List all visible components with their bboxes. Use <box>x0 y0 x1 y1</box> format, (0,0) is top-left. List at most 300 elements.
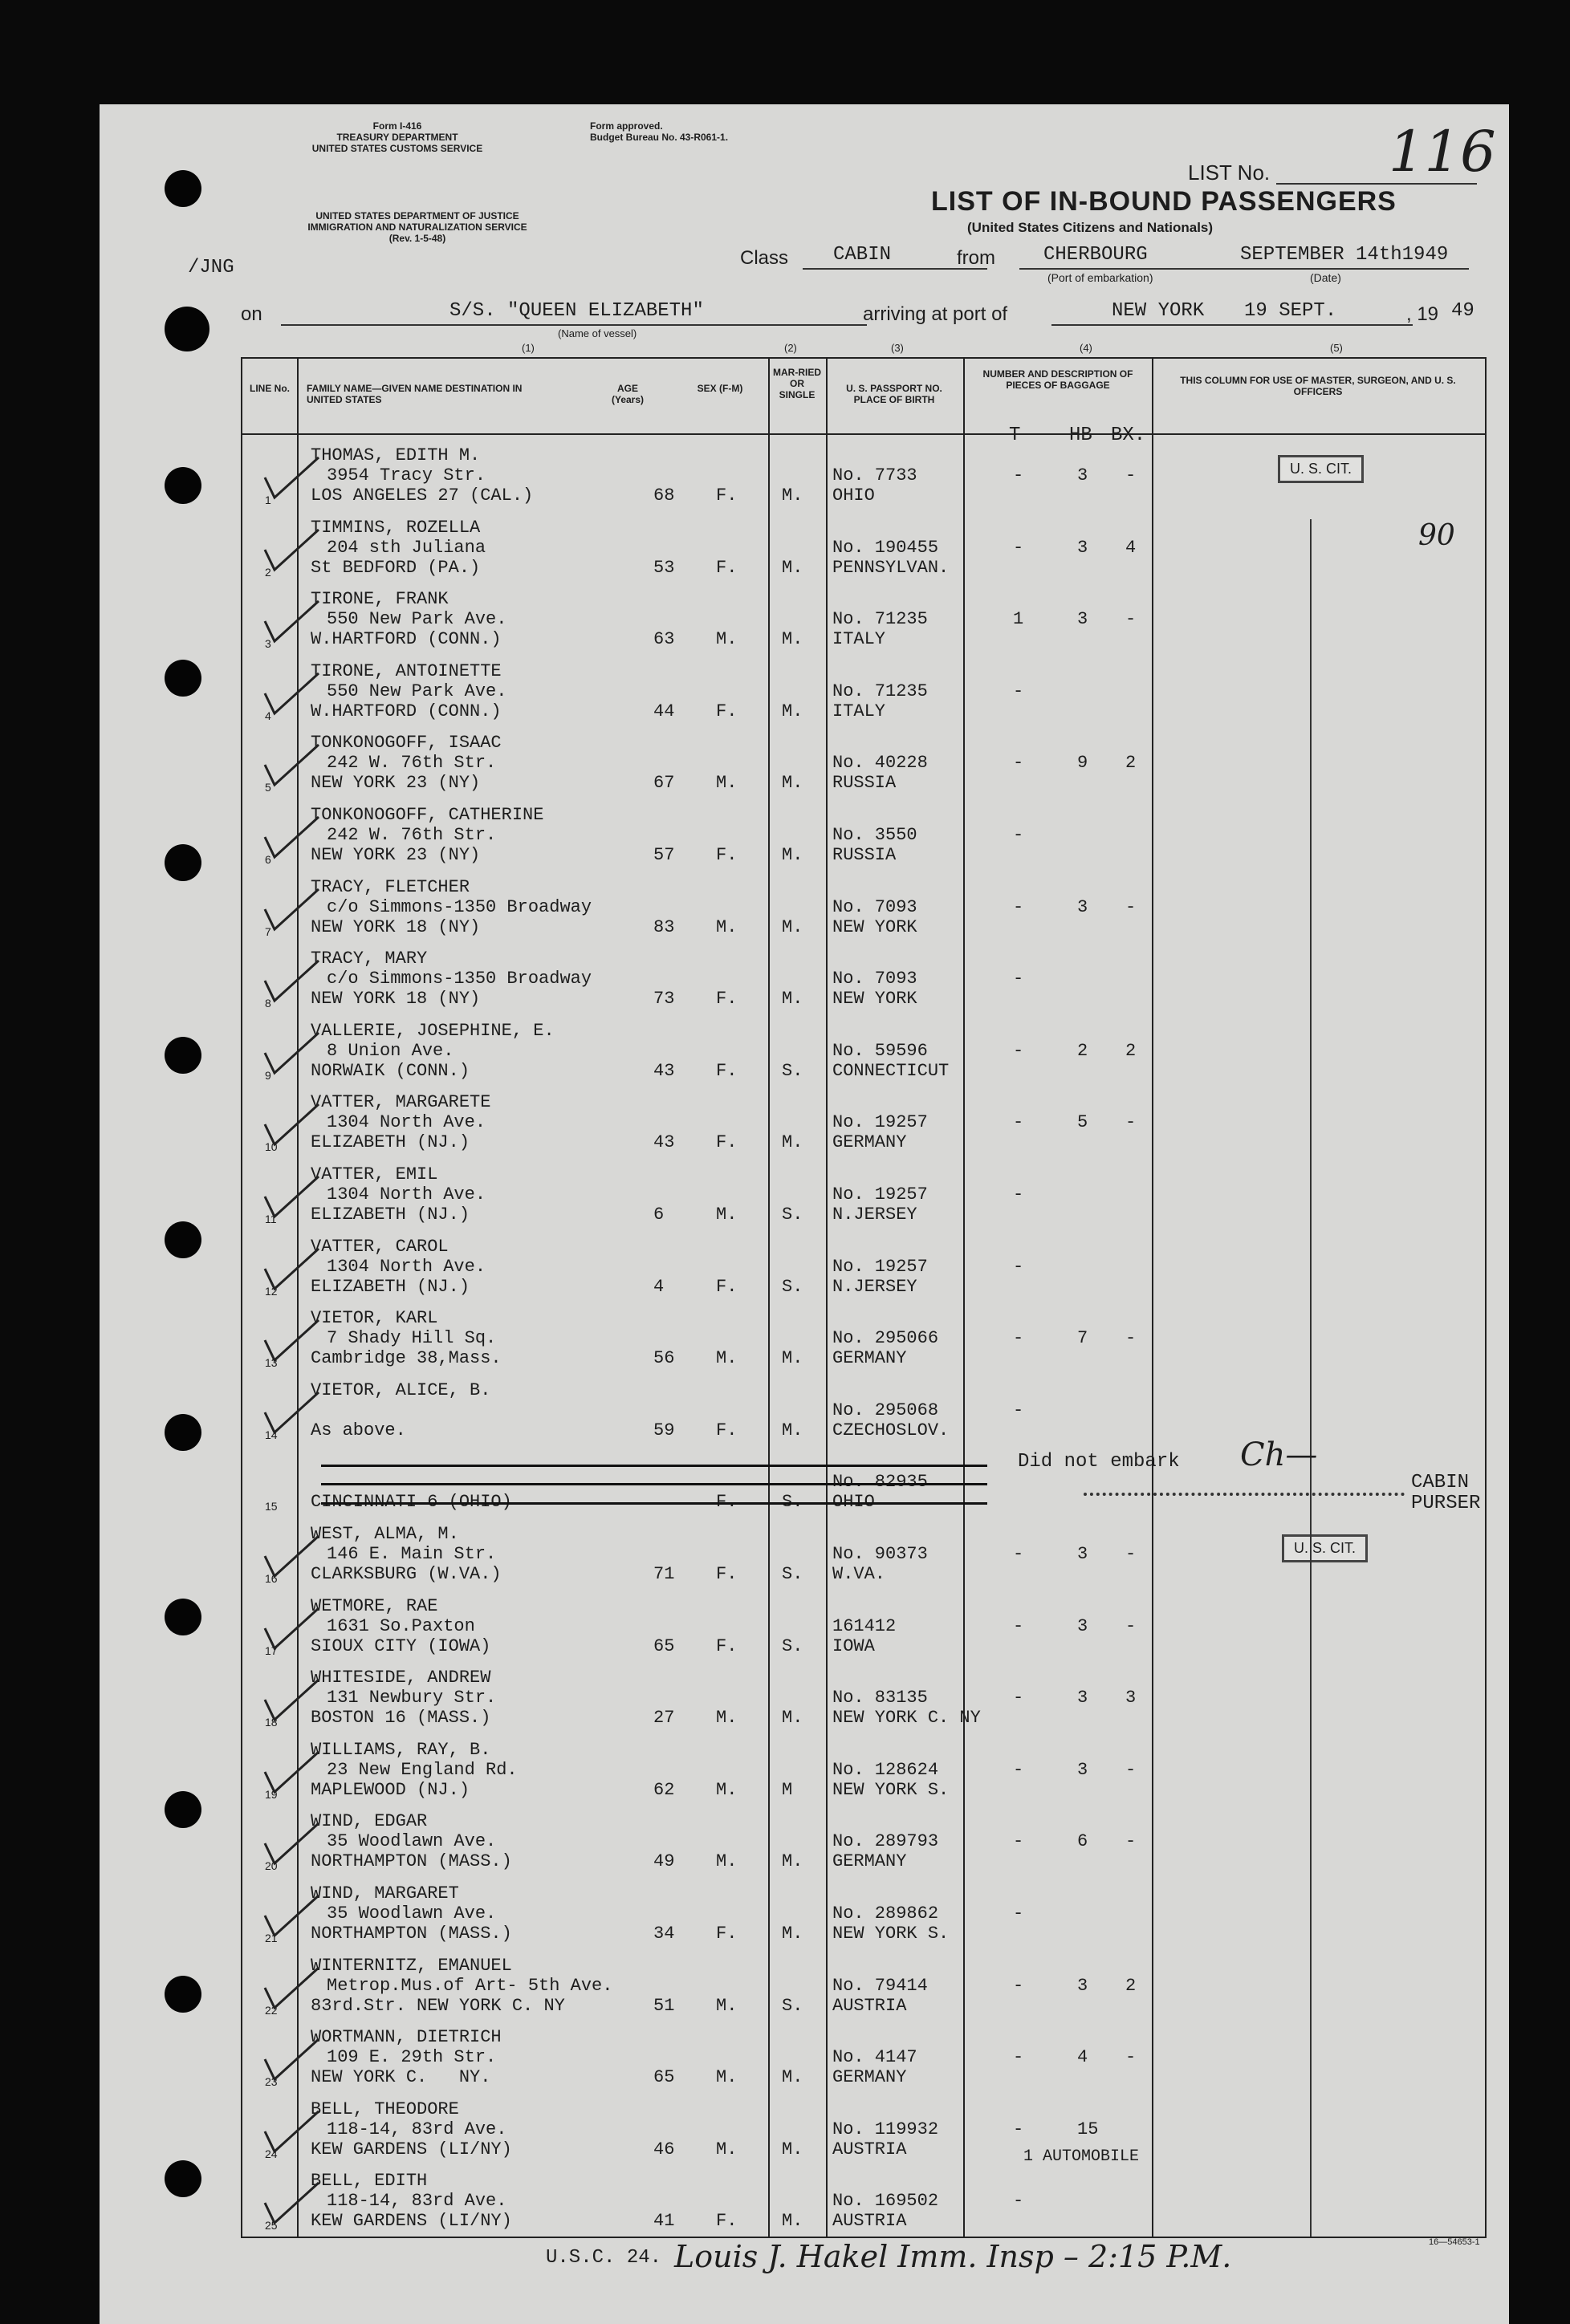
marital-status: M. <box>782 2211 803 2232</box>
baggage-boxes: - <box>1125 896 1137 917</box>
baggage-trunks: - <box>1013 1831 1024 1852</box>
place-of-birth: AUSTRIA <box>832 2139 907 2159</box>
address-line-2: KEW GARDENS (LI/NY) <box>311 2211 512 2232</box>
did-not-embark-note: Did not embark <box>1018 1451 1180 1473</box>
address-line-2: KEW GARDENS (LI/NY) <box>311 2139 512 2159</box>
passenger-row <box>242 1156 1485 1229</box>
place-of-birth: AUSTRIA <box>832 2211 907 2232</box>
line-number: 3 <box>265 637 271 651</box>
address-line-1: 204 sth Juliana <box>327 537 486 558</box>
passenger-name: VIETOR, KARL <box>311 1308 438 1329</box>
passport-number: No. 7093 <box>832 969 917 989</box>
address-line-1: 3954 Tracy Str. <box>327 465 486 486</box>
address-line-2: CLARKSBURG (W.VA.) <box>311 1564 502 1584</box>
baggage-trunks: - <box>1013 1688 1024 1708</box>
check-mark-icon <box>258 2179 323 2227</box>
check-mark-icon <box>258 2035 323 2083</box>
line-number: 13 <box>265 1356 278 1370</box>
line-number: 12 <box>265 1284 278 1298</box>
passenger-name: TRACY, FLETCHER <box>311 876 470 897</box>
cancelled-entry-strike <box>321 1465 987 1467</box>
punch-hole <box>165 660 201 697</box>
punch-hole <box>165 1976 201 2013</box>
address-line-1: 131 Newbury Str. <box>327 1688 497 1708</box>
address-line-2: ELIZABETH (NJ.) <box>311 1205 470 1225</box>
col-line-no: LINE No. <box>250 383 290 394</box>
marital-status: M. <box>782 629 803 650</box>
passenger-row <box>242 1229 1485 1301</box>
punch-hole <box>165 2160 201 2197</box>
baggage-hand: 3 <box>1077 609 1088 630</box>
passenger-class: CABIN <box>833 244 892 266</box>
baggage-boxes: - <box>1125 2047 1137 2068</box>
check-mark-icon <box>258 1316 323 1364</box>
list-number: 116 <box>1389 119 1496 185</box>
place-of-birth: RUSSIA <box>832 845 897 865</box>
passenger-name: TRACY, MARY <box>311 949 428 969</box>
baggage-hand: 6 <box>1077 1831 1088 1852</box>
check-mark-icon <box>258 1532 323 1580</box>
passenger-name: TONKONOGOFF, ISAAC <box>311 733 502 754</box>
check-mark-icon <box>258 1964 323 2012</box>
passenger-name: WINTERNITZ, EMANUEL <box>311 1955 512 1976</box>
age: 59 <box>653 1420 675 1440</box>
place-of-birth: CONNECTICUT <box>832 1060 950 1081</box>
passenger-name: WORTMANN, DIETRICH <box>311 2027 502 2048</box>
passenger-name: TIMMINS, ROZELLA <box>311 517 481 538</box>
place-of-birth: GERMANY <box>832 1348 907 1369</box>
baggage-boxes: - <box>1125 1328 1137 1349</box>
address-line-2: 83rd.Str. NEW YORK C. NY <box>311 1995 565 2016</box>
address-line-1: 1631 So.Paxton <box>327 1615 475 1636</box>
line-number: 20 <box>265 1859 278 1873</box>
marital-status: M. <box>782 1420 803 1440</box>
punch-hole <box>165 844 201 881</box>
age: 65 <box>653 2067 675 2088</box>
baggage-trunks: - <box>1013 1400 1024 1420</box>
col-baggage: NUMBER AND DESCRIPTION OF PIECES OF BAGGAGE <box>982 368 1133 391</box>
passport-number: No. 40228 <box>832 753 928 774</box>
sex: F. <box>716 989 738 1010</box>
baggage-trunks: - <box>1013 465 1024 486</box>
passenger-name: VALLERIE, JOSEPHINE, E. <box>311 1020 555 1041</box>
passenger-row <box>242 1732 1485 1804</box>
baggage-hand: 3 <box>1077 1615 1088 1636</box>
marital-status: M <box>782 1779 793 1800</box>
punch-hole <box>165 307 209 351</box>
passport-number: No. 4147 <box>832 2047 917 2068</box>
baggage-trunks: - <box>1013 2119 1024 2139</box>
address-line-2: ELIZABETH (NJ.) <box>311 1276 470 1297</box>
sex: F. <box>716 1924 738 1944</box>
passenger-row <box>242 1948 1485 2020</box>
baggage-trunks: - <box>1013 1615 1024 1636</box>
header-divider <box>242 433 1485 435</box>
baggage-boxes: - <box>1125 609 1137 630</box>
baggage-trunks: - <box>1013 1040 1024 1061</box>
age: 68 <box>653 486 675 506</box>
line-number: 9 <box>265 1068 271 1082</box>
passenger-name: WEST, ALMA, M. <box>311 1524 459 1544</box>
passport-number: No. 3550 <box>832 825 917 845</box>
address-line-1: 242 W. 76th Str. <box>327 753 497 774</box>
col-number-4: (4) <box>1080 342 1092 354</box>
address-line-2: BOSTON 16 (MASS.) <box>311 1708 491 1729</box>
check-mark-icon <box>258 741 323 789</box>
passenger-row <box>242 1300 1485 1372</box>
address-line-1: 118-14, 83rd Ave. <box>327 2119 507 2139</box>
page-title: LIST OF IN-BOUND PASSENGERS <box>931 186 1397 217</box>
baggage-trunks: - <box>1013 825 1024 845</box>
age: 43 <box>653 1132 675 1153</box>
passenger-row <box>242 1875 1485 1948</box>
baggage-boxes: - <box>1125 465 1137 486</box>
line-number: 18 <box>265 1716 278 1729</box>
age: 65 <box>653 1635 675 1656</box>
check-mark-icon <box>258 1604 323 1652</box>
baggage-boxes: - <box>1125 1615 1137 1636</box>
line-number: 7 <box>265 924 271 938</box>
address-line-1: c/o Simmons-1350 Broadway <box>327 969 592 989</box>
place-of-birth: CZECHOSLOV. <box>832 1420 950 1440</box>
place-of-birth: ITALY <box>832 701 886 721</box>
address-line-2: NORTHAMPTON (MASS.) <box>311 1851 512 1872</box>
embarkation-date: SEPTEMBER 14th1949 <box>1240 244 1449 266</box>
baggage-trunks: - <box>1013 1328 1024 1349</box>
line-number: 17 <box>265 1643 278 1657</box>
baggage-hand: 3 <box>1077 1975 1088 1996</box>
place-of-birth: N.JERSEY <box>832 1205 917 1225</box>
age: 46 <box>653 2139 675 2159</box>
address-line-1: 146 E. Main Str. <box>327 1544 497 1564</box>
passenger-row <box>242 1588 1485 1660</box>
line-number: 23 <box>265 2075 278 2089</box>
baggage-boxes: - <box>1125 1544 1137 1564</box>
address-line-2: W.HARTFORD (CONN.) <box>311 701 502 721</box>
vessel-underline <box>281 324 867 326</box>
baggage-trunks: - <box>1013 969 1024 989</box>
baggage-hand: 4 <box>1077 2047 1088 2068</box>
address-line-2: LOS ANGELES 27 (CAL.) <box>311 486 534 506</box>
passenger-row <box>242 725 1485 797</box>
address-line-2: NEW YORK 18 (NY) <box>311 916 481 937</box>
passenger-name: VATTER, CAROL <box>311 1236 449 1257</box>
age: 43 <box>653 1060 675 1081</box>
passenger-row <box>242 581 1485 653</box>
us-citizen-stamp: U. S. CIT. <box>1278 455 1364 483</box>
passport-number: No. 119932 <box>832 2119 939 2139</box>
passport-number: No. 19257 <box>832 1184 928 1205</box>
sex: M. <box>716 773 738 794</box>
passenger-name: BELL, EDITH <box>311 2171 428 2192</box>
passenger-name: VATTER, EMIL <box>311 1164 438 1184</box>
baggage-boxes: 4 <box>1125 537 1137 558</box>
age: 67 <box>653 773 675 794</box>
baggage-trunks: - <box>1013 1184 1024 1205</box>
sex: M. <box>716 1851 738 1872</box>
col-number-5: (5) <box>1330 342 1343 354</box>
check-mark-icon <box>258 813 323 861</box>
place-of-birth: NEW YORK S. <box>832 1924 950 1944</box>
address-line-2: MAPLEWOOD (NJ.) <box>311 1779 470 1800</box>
address-line-2: NEW YORK 23 (NY) <box>311 773 481 794</box>
passport-number: No. 169502 <box>832 2191 939 2212</box>
address-line-2: W.HARTFORD (CONN.) <box>311 629 502 650</box>
address-line-1: 35 Woodlawn Ave. <box>327 1831 497 1852</box>
address-line-2: As above. <box>311 1420 406 1440</box>
line-number: 1 <box>265 494 271 506</box>
passenger-name: BELL, THEODORE <box>311 2099 459 2119</box>
passenger-row <box>242 1084 1485 1156</box>
address-line-2: NEW YORK 18 (NY) <box>311 989 481 1010</box>
baggage-hand: 3 <box>1077 537 1088 558</box>
passenger-name: TONKONOGOFF, CATHERINE <box>311 805 544 825</box>
from-label: from <box>957 247 995 269</box>
did-not-embark-dots <box>1084 1493 1405 1496</box>
passport-number: No. 289862 <box>832 1903 939 1924</box>
passenger-name: TIRONE, ANTOINETTE <box>311 660 502 681</box>
arrival-underline <box>1051 324 1413 326</box>
age: 83 <box>653 916 675 937</box>
baggage-boxes: - <box>1125 1831 1137 1852</box>
col-officers: THIS COLUMN FOR USE OF MASTER, SURGEON, AND U. S. OFFICERS <box>1180 375 1456 397</box>
sex: F. <box>716 1276 738 1297</box>
sex: M. <box>716 1995 738 2016</box>
address-line-2: NORWAIK (CONN.) <box>311 1060 470 1081</box>
baggage-hand: 3 <box>1077 896 1088 917</box>
punch-hole <box>165 1414 201 1451</box>
age: 56 <box>653 1348 675 1369</box>
revision: (Rev. 1-5-48) <box>388 233 446 244</box>
check-mark-icon <box>258 1819 323 1867</box>
marital-status: S. <box>782 1995 803 2016</box>
address-line-1: 550 New Park Ave. <box>327 609 507 630</box>
baggage-boxes: 3 <box>1125 1688 1137 1708</box>
line-number: 16 <box>265 1572 278 1585</box>
line-number: 10 <box>265 1140 278 1154</box>
marital-status: M. <box>782 2139 803 2159</box>
address-line-1: 550 New Park Ave. <box>327 681 507 701</box>
immigration-service: IMMIGRATION AND NATURALIZATION SERVICE <box>307 221 527 233</box>
baggage-trunks: - <box>1013 537 1024 558</box>
form-header-justice <box>233 210 602 244</box>
sex: F. <box>716 557 738 578</box>
address-line-2: ELIZABETH (NJ.) <box>311 1132 470 1153</box>
punch-hole <box>165 1037 201 1074</box>
sex: F. <box>716 1060 738 1081</box>
baggage-trunks: - <box>1013 1256 1024 1277</box>
line-number: 21 <box>265 1932 278 1944</box>
passenger-name: WIND, MARGARET <box>311 1883 459 1903</box>
baggage-trunks: - <box>1013 2047 1024 2068</box>
marital-status: S. <box>782 1205 803 1225</box>
passport-number: No. 128624 <box>832 1759 939 1780</box>
check-mark-icon <box>258 1029 323 1077</box>
place-of-birth: RUSSIA <box>832 773 897 794</box>
baggage-hand: 7 <box>1077 1328 1088 1349</box>
col-passport: U. S. PASSPORT NO. PLACE OF BIRTH <box>846 383 942 405</box>
place-of-birth: ITALY <box>832 629 886 650</box>
age: 41 <box>653 2211 675 2232</box>
officers-vertical-line <box>1310 519 1312 2237</box>
sex: F. <box>716 2211 738 2232</box>
passenger-name: WILLIAMS, RAY, B. <box>311 1739 491 1760</box>
officer-code: 90 <box>1418 519 1455 552</box>
passenger-name: VATTER, MARGARETE <box>311 1092 491 1113</box>
passport-number: No. 82935 <box>832 1472 928 1493</box>
arriving-label: arriving at port of <box>863 303 1008 325</box>
address-line-1: 242 W. 76th Str. <box>327 825 497 845</box>
passenger-row <box>242 1372 1485 1444</box>
baggage-trunks: - <box>1013 1112 1024 1133</box>
address-line-1: 1304 North Ave. <box>327 1184 486 1205</box>
purser-signature: Ch— <box>1240 1436 1318 1473</box>
marital-status: S. <box>782 1492 803 1513</box>
port-caption: (Port of embarkation) <box>1047 271 1153 284</box>
passenger-name: THOMAS, EDITH M. <box>311 445 481 465</box>
age: 57 <box>653 845 675 865</box>
address-line-2: NORTHAMPTON (MASS.) <box>311 1924 512 1944</box>
passenger-name: TIRONE, FRANK <box>311 589 449 610</box>
sex: M. <box>716 2067 738 2088</box>
passport-number: No. 190455 <box>832 537 939 558</box>
baggage-trunks: 1 <box>1013 609 1024 630</box>
marital-status: S. <box>782 1276 803 1297</box>
col-number-1: (1) <box>522 342 535 354</box>
marital-status: M. <box>782 1851 803 1872</box>
passport-number: No. 7733 <box>832 465 917 486</box>
class-label: Class <box>740 247 789 269</box>
passport-number: No. 289793 <box>832 1831 939 1852</box>
place-of-birth: NEW YORK S. <box>832 1779 950 1800</box>
age: 6 <box>653 1205 665 1225</box>
baggage-boxes: 2 <box>1125 1975 1137 1996</box>
marital-status: M. <box>782 1348 803 1369</box>
place-of-birth: PENNSYLVAN. <box>832 557 950 578</box>
bag-hb-header: HB <box>1069 425 1092 446</box>
passport-number: No. 83135 <box>832 1688 928 1708</box>
sex: F. <box>716 1564 738 1584</box>
sex: M. <box>716 1205 738 1225</box>
place-of-birth: GERMANY <box>832 2067 907 2088</box>
address-line-2: CINCINNATI 6 (OHIO) <box>311 1492 512 1513</box>
sex: F. <box>716 486 738 506</box>
line-number: 22 <box>265 2003 278 2017</box>
check-mark-icon <box>258 597 323 645</box>
line-number: 4 <box>265 709 271 722</box>
age: 71 <box>653 1564 675 1584</box>
passenger-row <box>242 1013 1485 1085</box>
line-number: 2 <box>265 565 271 579</box>
line-number: 24 <box>265 2147 278 2160</box>
marital-status: M. <box>782 2067 803 2088</box>
address-line-1: c/o Simmons-1350 Broadway <box>327 896 592 917</box>
line-number: 15 <box>265 1500 278 1513</box>
age: 4 <box>653 1276 665 1297</box>
budget-bureau: Budget Bureau No. 43-R061-1. <box>590 132 729 143</box>
on-label: on <box>241 303 262 325</box>
passenger-row <box>242 2163 1485 2235</box>
line-number: 8 <box>265 997 271 1010</box>
baggage-trunks: - <box>1013 896 1024 917</box>
baggage-hand: 3 <box>1077 1688 1088 1708</box>
sex: M. <box>716 2139 738 2159</box>
passenger-row <box>242 869 1485 941</box>
baggage-hand: 15 <box>1077 2119 1099 2139</box>
line-number: 6 <box>265 853 271 866</box>
place-of-birth: OHIO <box>832 1492 875 1513</box>
col-age: AGE (Years) <box>611 383 645 405</box>
address-line-1: Metrop.Mus.of Art- 5th Ave. <box>327 1975 613 1996</box>
address-line-1: 1304 North Ave. <box>327 1256 486 1277</box>
list-number-label: LIST No. <box>1188 160 1271 185</box>
place-of-birth: NEW YORK <box>832 916 917 937</box>
baggage-boxes: - <box>1125 1759 1137 1780</box>
year-prefix: , 19 <box>1406 303 1439 325</box>
punch-hole <box>165 1599 201 1635</box>
marital-status: M. <box>782 1708 803 1729</box>
marital-status: M. <box>782 916 803 937</box>
passport-number: No. 295066 <box>832 1328 939 1349</box>
passenger-row <box>242 510 1485 582</box>
passport-number: 161412 <box>832 1615 897 1636</box>
cancelled-entry-strike <box>321 1483 987 1485</box>
treasury-department: TREASURY DEPARTMENT <box>336 132 458 143</box>
line-number: 11 <box>265 1213 277 1225</box>
age: 34 <box>653 1924 675 1944</box>
baggage-hand: 5 <box>1077 1112 1088 1133</box>
marital-status: M. <box>782 1132 803 1153</box>
passport-number: No. 90373 <box>832 1544 928 1564</box>
sex: F. <box>716 1635 738 1656</box>
check-mark-icon <box>258 1388 323 1436</box>
passenger-name: WIND, EDGAR <box>311 1811 428 1832</box>
marital-status: S. <box>782 1564 803 1584</box>
bag-bx-header: BX. <box>1111 425 1146 446</box>
baggage-hand: 3 <box>1077 1544 1088 1564</box>
port-of-embarkation: CHERBOURG <box>1043 244 1148 266</box>
baggage-trunks: - <box>1013 2191 1024 2212</box>
address-line-2: Cambridge 38,Mass. <box>311 1348 502 1369</box>
passport-number: No. 19257 <box>832 1256 928 1277</box>
address-line-1: 1304 North Ave. <box>327 1112 486 1133</box>
check-mark-icon <box>258 526 323 574</box>
baggage-hand: 2 <box>1077 1040 1088 1061</box>
date-caption: (Date) <box>1310 271 1341 284</box>
passenger-row <box>242 1803 1485 1875</box>
baggage-trunks: - <box>1013 1903 1024 1924</box>
passenger-name: VIETOR, ALICE, B. <box>311 1379 491 1400</box>
place-of-birth: AUSTRIA <box>832 1995 907 2016</box>
passport-number: No. 71235 <box>832 609 928 630</box>
line-number: 25 <box>265 2219 278 2233</box>
address-line-1: 7 Shady Hill Sq. <box>327 1328 497 1349</box>
check-mark-icon <box>258 453 323 502</box>
form-approval <box>590 120 728 143</box>
place-of-birth: N.JERSEY <box>832 1276 917 1297</box>
check-mark-icon <box>258 669 323 717</box>
age: 62 <box>653 1779 675 1800</box>
age: 44 <box>653 701 675 721</box>
passport-number: No. 19257 <box>832 1112 928 1133</box>
age: 53 <box>653 557 675 578</box>
sex: M. <box>716 1779 738 1800</box>
baggage-trunks: - <box>1013 1975 1024 1996</box>
passenger-row <box>242 653 1485 725</box>
baggage-trunks: - <box>1013 1544 1024 1564</box>
col-sex: SEX (F-M) <box>697 383 743 394</box>
marital-status: M. <box>782 773 803 794</box>
